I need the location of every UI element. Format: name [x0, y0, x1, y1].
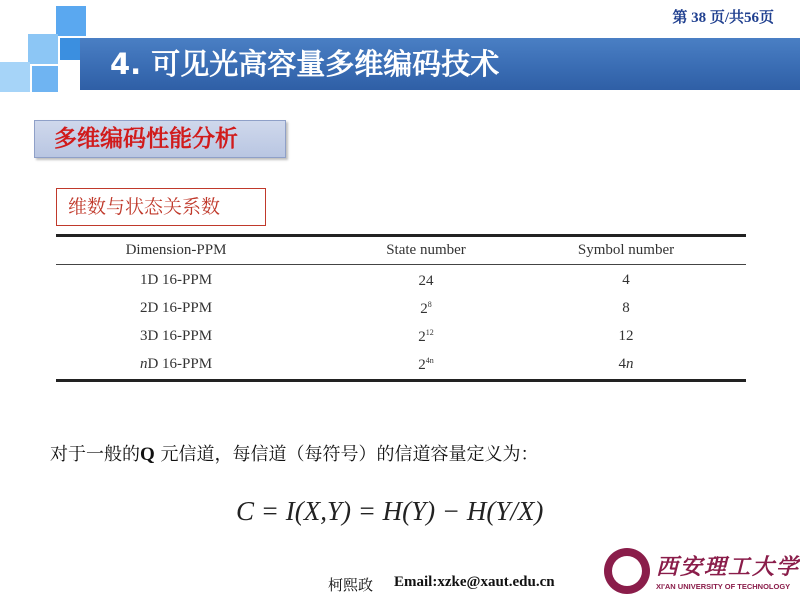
dimension-rest: D 16-PPM	[147, 356, 213, 372]
footer-email: Email:xzke@xaut.edu.cn	[394, 574, 555, 590]
table-cell-state	[356, 272, 496, 290]
table-header-symbol: Symbol number	[577, 242, 675, 258]
university-name-cn: 西安理工大学	[656, 554, 800, 580]
table-cell-dimension: 1D 16-PPM	[139, 272, 213, 288]
table-cell-symbol	[526, 356, 726, 373]
data-table	[56, 234, 746, 384]
table-cell-state	[356, 356, 496, 374]
state-exponent: 8	[427, 300, 432, 309]
table-cell-dimension: 2D 16-PPM	[139, 300, 213, 316]
state-base: 2	[420, 301, 428, 317]
body-prefix: 对于一般的	[50, 444, 140, 465]
table-cell-state	[356, 328, 496, 346]
table-rule-top	[56, 234, 746, 237]
body-suffix: 元信道，每信道（每符号）的信道容量定义为：	[154, 444, 539, 465]
page-indicator: 第 38 页/共56页	[672, 10, 774, 26]
table-cell-dimension: 3D 16-PPM	[139, 328, 213, 344]
slide-title: 4. 可见光高容量多维编码技术	[110, 47, 500, 81]
table-cell-symbol: 4	[622, 272, 630, 288]
body-paragraph	[50, 440, 539, 466]
state-base: 2	[418, 357, 426, 373]
university-seal-inner	[612, 556, 642, 586]
decor-square	[60, 38, 82, 60]
symbol-variable: n	[626, 356, 634, 372]
table-rule-bottom	[56, 379, 746, 382]
university-name-en: XI'AN UNIVERSITY OF TECHNOLOGY	[656, 582, 791, 591]
table-cell-symbol: 12	[618, 328, 634, 344]
table-caption: 维数与状态关系数	[68, 196, 221, 218]
table-cell-symbol: 8	[622, 300, 630, 316]
table-cell-state	[356, 300, 496, 318]
state-base: 2	[418, 329, 426, 345]
table-header-dimension: Dimension-PPM	[125, 242, 227, 258]
dimension-variable: n	[139, 356, 148, 372]
decor-square	[28, 34, 58, 64]
capacity-formula: C = I(X,Y) = H(Y) − H(Y/X)	[236, 496, 544, 526]
state-base: 24	[418, 273, 434, 289]
decor-square	[0, 62, 30, 92]
table-header-state: State number	[386, 242, 466, 258]
footer-author: 柯熙政	[328, 576, 374, 594]
state-exponent: 4n	[425, 356, 434, 365]
section-heading: 多维编码性能分析	[54, 126, 238, 152]
state-exponent: 12	[425, 328, 434, 337]
decor-square	[56, 6, 86, 36]
symbol-number: 4	[618, 356, 626, 372]
body-q: Q	[140, 444, 155, 465]
table-cell-dimension	[76, 356, 276, 373]
decor-square	[32, 66, 58, 92]
table-rule-mid	[56, 264, 746, 265]
